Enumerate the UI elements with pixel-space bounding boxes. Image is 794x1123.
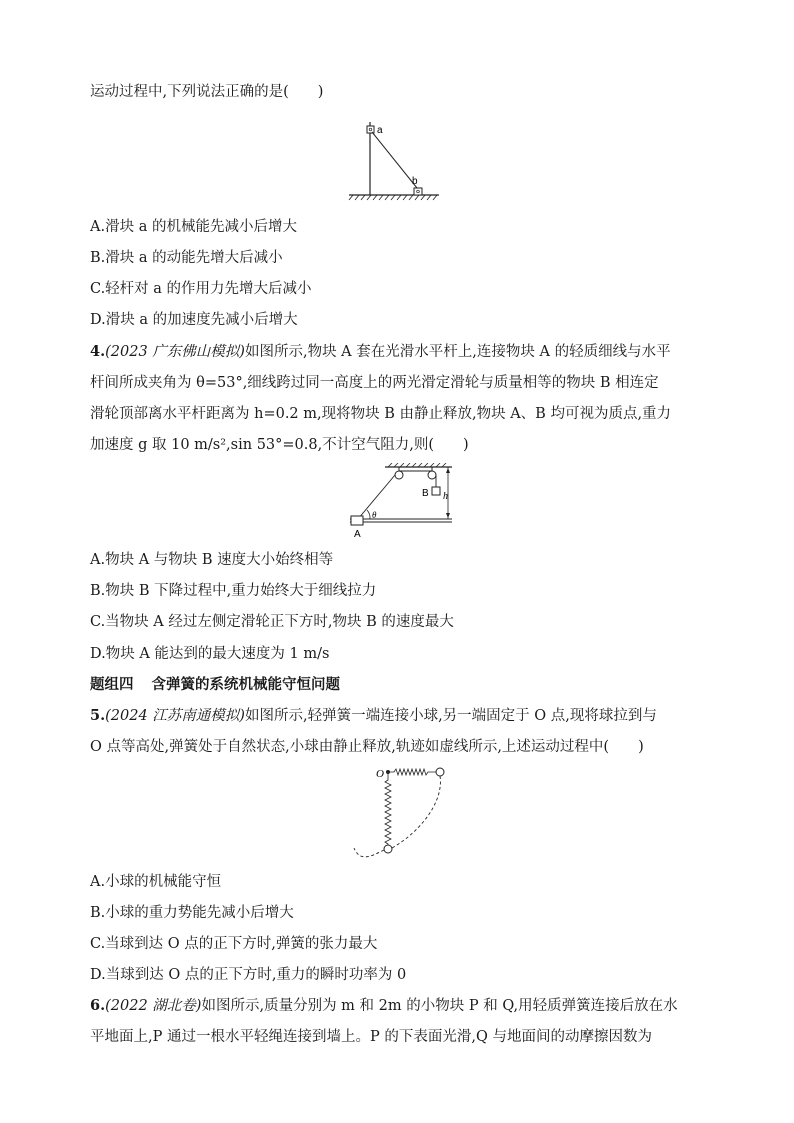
q6-number: 6. [90,997,106,1014]
q5-label-O: O [376,768,384,780]
q4-figure [340,463,460,541]
q5-stem-2: O 点等高处,弹簧处于自然状态,小球由静止释放,轨迹如虚线所示,上述运动过程中( ) [90,739,644,755]
q4-option-a: A.物块 A 与物块 B 速度大小始终相等 [90,552,334,568]
q5-stem-1: 如图所示,轻弹簧一端连接小球,另一端固定于 O 点,现将球拉到与 [244,708,657,724]
q4-stem-3: 滑轮顶部离水平杆距离为 h=0.2 m,现将物块 B 由静止释放,物块 A、B 均可视为质点,重力 [90,406,672,422]
q6-stem-2: 平地面上,P 通过一根水平轻绳连接到墙上。P 的下表面光滑,Q 与地面间的动摩擦因数为 [90,1029,652,1045]
q5-option-b: B.小球的重力势能先减小后增大 [90,905,294,921]
q5-number: 5. [90,707,106,724]
section-label: 题组四 [90,676,134,693]
q3-option-d: D.滑块 a 的加速度先减小后增大 [90,312,298,328]
q4-line-1 [90,342,671,362]
q5-line-1 [90,706,657,726]
q6-source: (2022 湖北卷) [105,998,202,1014]
q3-stem-tail: 运动过程中,下列说法正确的是( ) [90,84,324,100]
q4-option-d: D.物块 A 能达到的最大速度为 1 m/s [90,646,330,662]
q3-label-b: b [412,176,418,187]
q4-stem-4: 加速度 g 取 10 m/s²,sin 53°=0.8,不计空气阻力,则( ) [90,437,469,453]
q5-figure [340,762,460,862]
q5-option-d: D.当球到达 O 点的正下方时,重力的瞬时功率为 0 [90,967,407,983]
q4-label-h: h [443,491,448,502]
section-title: 含弹簧的系统机械能守恒问题 [151,676,340,693]
q4-option-c: C.当物块 A 经过左侧定滑轮正下方时,物块 B 的速度最大 [90,614,454,630]
q4-stem-1: 如图所示,物块 A 套在光滑水平杆上,连接物块 A 的轻质细线与水平 [244,344,671,360]
q6-line-1 [90,996,678,1016]
q3-option-c: C.轻杆对 a 的作用力先增大后减小 [90,281,312,297]
q6-stem-1: 如图所示,质量分别为 m 和 2m 的小物块 P 和 Q,用轻质弹簧连接后放在水 [201,998,678,1014]
q5-source: (2024 江苏南通模拟) [105,708,245,724]
q4-label-theta: θ [372,510,377,520]
section-heading [90,675,340,695]
q4-option-b: B.物块 B 下降过程中,重力始终大于细线拉力 [90,583,377,599]
q4-number: 4. [90,343,106,360]
q4-stem-2: 杆间所成夹角为 θ=53°,细线跨过同一高度上的两光滑定滑轮与质量相等的物块 B 相连定 [90,375,659,391]
q4-source: (2023 广东佛山模拟) [105,344,245,360]
q3-label-a: a [377,125,383,136]
q5-option-c: C.当球到达 O 点的正下方时,弹簧的张力最大 [90,936,378,952]
q3-figure [345,112,445,207]
q5-option-a: A.小球的机械能守恒 [90,874,222,890]
q4-label-A: A [354,529,361,540]
q3-option-b: B.滑块 a 的动能先增大后减小 [90,250,283,266]
q3-option-a: A.滑块 a 的机械能先减小后增大 [90,219,297,235]
q4-label-B: B [422,488,429,499]
